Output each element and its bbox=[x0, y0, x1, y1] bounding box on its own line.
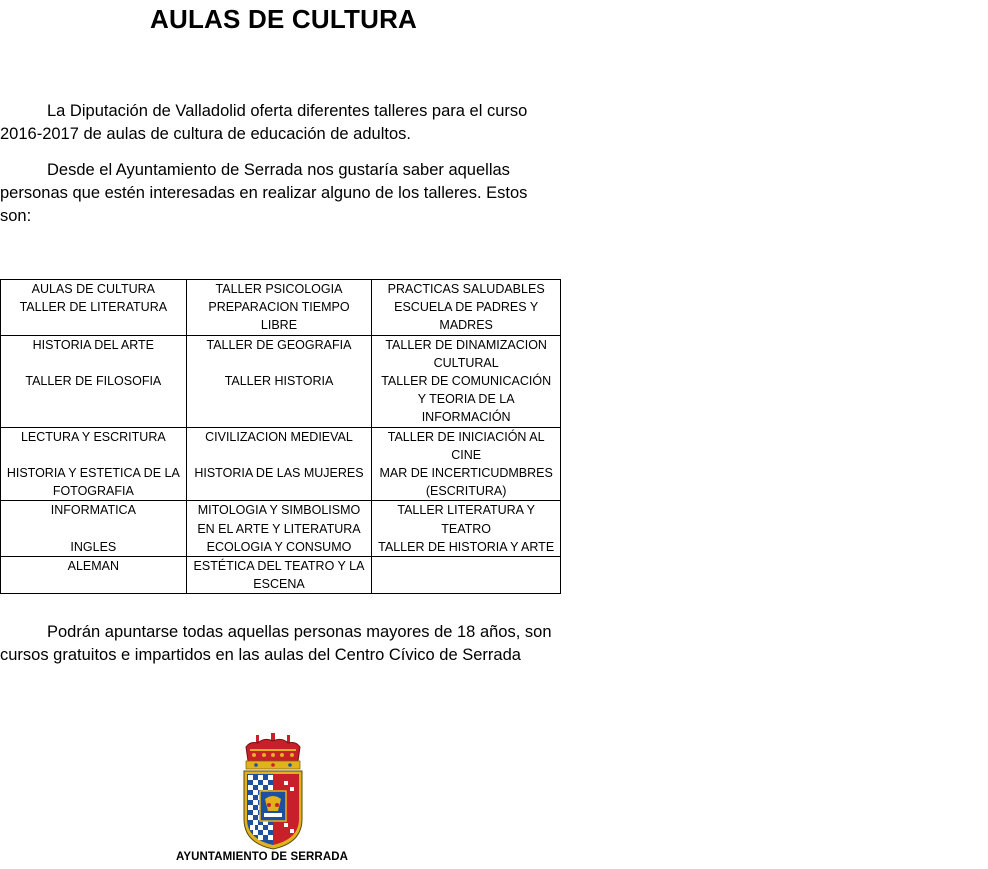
table-cell bbox=[186, 280, 372, 336]
cell-text: MADRES bbox=[439, 318, 493, 333]
cell-text: TALLER DE INICIACIÓN AL bbox=[387, 429, 545, 444]
intro-paragraph-2 bbox=[0, 159, 560, 228]
table-cell bbox=[372, 427, 561, 501]
cell-text: INGLES bbox=[70, 539, 117, 554]
cell-text: ESCENA bbox=[253, 577, 305, 592]
cell-text: INFORMATICA bbox=[50, 503, 136, 518]
cell-text: TALLER LITERATURA Y bbox=[397, 503, 535, 518]
cell-text: ESTÉTICA DEL TEATRO Y LA bbox=[193, 559, 365, 574]
table-row bbox=[1, 335, 561, 427]
table-row bbox=[1, 427, 561, 501]
closing-paragraph bbox=[0, 621, 560, 667]
table-row bbox=[1, 557, 561, 594]
cell-text: AULAS DE CULTURA bbox=[31, 282, 156, 296]
cell-text: TALLER DE LITERATURA bbox=[19, 300, 168, 315]
shield-icon bbox=[244, 771, 302, 849]
cell-text: PRACTICAS SALUDABLES bbox=[387, 282, 545, 296]
cell-text: TALLER DE DINAMIZACION bbox=[385, 337, 547, 352]
cell-text: HISTORIA Y ESTETICA DE LA bbox=[6, 466, 180, 481]
cell-text: TALLER PSICOLOGIA bbox=[215, 282, 343, 296]
cell-text bbox=[3, 520, 184, 538]
table-cell bbox=[372, 557, 561, 594]
table-row bbox=[1, 280, 561, 336]
cell-text: MITOLOGIA Y SIMBOLISMO bbox=[197, 503, 361, 518]
cell-text bbox=[3, 354, 184, 372]
cell-text: CINE bbox=[451, 447, 482, 462]
cell-text: INFORMACIÓN bbox=[421, 410, 511, 425]
cell-text: LECTURA Y ESCRITURA bbox=[20, 429, 166, 444]
cell-text bbox=[189, 354, 370, 372]
crown-icon bbox=[246, 733, 300, 769]
cell-text bbox=[3, 446, 184, 464]
cell-text: TALLER DE COMUNICACIÓN bbox=[381, 374, 552, 389]
table-row bbox=[1, 501, 561, 557]
table-cell bbox=[1, 335, 187, 427]
closing-text: Podrán apuntarse todas aquellas personas mayores de 18 años, son cursos gratuitos e impartidos en las aulas del Centro Cívico de Serrada bbox=[0, 623, 552, 664]
cell-text: (ESCRITURA) bbox=[425, 484, 507, 499]
table-cell bbox=[372, 280, 561, 336]
cell-text bbox=[189, 446, 370, 464]
cell-text: Y TEORIA DE LA bbox=[417, 392, 515, 407]
cell-text: EN EL ARTE Y LITERATURA bbox=[197, 521, 361, 536]
table-cell bbox=[1, 427, 187, 501]
table-cell bbox=[186, 501, 372, 557]
cell-text: MAR DE INCERTICUDMBRES bbox=[379, 466, 553, 481]
table-cell bbox=[1, 501, 187, 557]
cell-text: HISTORIA DEL ARTE bbox=[32, 337, 154, 352]
cell-text: ALEMAN bbox=[67, 559, 120, 574]
page-title: AULAS DE CULTURA bbox=[150, 4, 418, 34]
cell-text: CULTURAL bbox=[433, 355, 499, 370]
intro-text-2: Desde el Ayuntamiento de Serrada nos gustaría saber aquellas personas que estén interesadas en realizar alguno de los talleres. Estos son: bbox=[0, 161, 528, 225]
talleres-table bbox=[0, 279, 561, 594]
intro-text-1: La Diputación de Valladolid oferta diferentes talleres para el curso 2016-2017 de aulas de cultura de educación de adultos. bbox=[0, 102, 528, 143]
coat-of-arms-icon bbox=[240, 733, 306, 851]
table-cell bbox=[186, 335, 372, 427]
intro-paragraph-1 bbox=[0, 100, 560, 146]
table-cell bbox=[1, 557, 187, 594]
table-cell bbox=[1, 280, 187, 336]
cell-text: CIVILIZACION MEDIEVAL bbox=[205, 429, 353, 444]
table-cell bbox=[372, 335, 561, 427]
table-cell bbox=[372, 501, 561, 557]
table-cell bbox=[186, 557, 372, 594]
table-cell bbox=[186, 427, 372, 501]
cell-text: TALLER HISTORIA bbox=[224, 374, 334, 388]
cell-text bbox=[374, 557, 558, 575]
cell-text: TALLER DE GEOGRAFIA bbox=[206, 337, 352, 352]
cell-text: HISTORIA DE LAS MUJERES bbox=[194, 466, 364, 481]
cell-text: ECOLOGIA Y CONSUMO bbox=[206, 539, 352, 554]
cell-text: FOTOGRAFIA bbox=[52, 484, 134, 499]
footer-label: AYUNTAMIENTO DE SERRADA bbox=[176, 851, 349, 863]
cell-text: ESCUELA DE PADRES Y bbox=[394, 300, 539, 315]
cell-text: TALLER DE FILOSOFIA bbox=[25, 374, 162, 388]
cell-text: TEATRO bbox=[441, 521, 492, 536]
cell-text: TALLER DE HISTORIA Y ARTE bbox=[378, 539, 555, 554]
cell-text: PREPARACION TIEMPO LIBRE bbox=[208, 300, 350, 333]
